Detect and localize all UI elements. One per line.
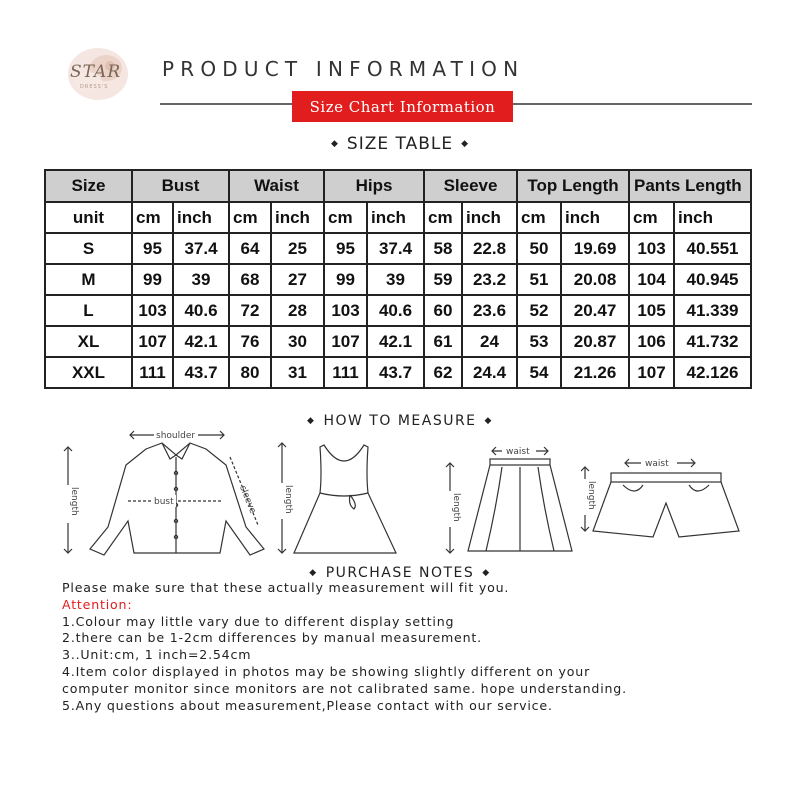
shirt-diagram-icon — [50, 425, 290, 560]
value-cell: 107 — [132, 326, 173, 357]
size-cell: M — [45, 264, 132, 295]
value-cell: 95 — [132, 233, 173, 264]
value-cell: 80 — [229, 357, 271, 388]
diamond-bullet-icon: ◆ — [461, 139, 469, 149]
note-item: 4.Item color displayed in photos may be showing slightly different on your — [62, 663, 591, 679]
value-cell: 25 — [271, 233, 324, 264]
attention-label: Attention: — [62, 596, 133, 612]
bust-label: bust — [154, 497, 174, 507]
diamond-bullet-icon: ◆ — [484, 416, 493, 426]
shorts-diagram-icon — [575, 455, 765, 545]
value-cell: 95 — [324, 233, 367, 264]
value-cell: 24 — [462, 326, 517, 357]
table-row — [45, 295, 751, 326]
column-header: Hips — [324, 170, 424, 202]
value-cell: 40.945 — [674, 264, 751, 295]
value-cell: 111 — [132, 357, 173, 388]
unit-cell: cm — [132, 202, 173, 233]
size-cell: S — [45, 233, 132, 264]
unit-cell: inch — [271, 202, 324, 233]
logo-subtext: DRESS'S — [80, 84, 109, 90]
value-cell: 39 — [367, 264, 424, 295]
note-item: 5.Any questions about measurement,Please contact with our service. — [62, 697, 553, 713]
value-cell: 76 — [229, 326, 271, 357]
unit-cell: cm — [229, 202, 271, 233]
page-title: PRODUCT INFORMATION — [162, 57, 525, 81]
value-cell: 42.126 — [674, 357, 751, 388]
length-label: length — [451, 493, 461, 522]
purchase-notes — [62, 580, 782, 714]
notes-intro: Please make sure that these actually measurement will fit you. — [62, 580, 510, 595]
unit-cell: inch — [173, 202, 229, 233]
unit-cell: inch — [674, 202, 751, 233]
size-table — [44, 169, 752, 389]
note-item: 2.there can be 1-2cm differences by manual measurement. — [62, 630, 482, 646]
value-cell: 104 — [629, 264, 674, 295]
brand-logo — [52, 44, 130, 106]
value-cell: 41.339 — [674, 295, 751, 326]
note-item: computer monitor since monitors are not calibrated same. hope understanding. — [62, 680, 627, 696]
table-row — [45, 326, 751, 357]
size-cell: XL — [45, 326, 132, 357]
unit-cell: cm — [629, 202, 674, 233]
value-cell: 40.6 — [173, 295, 229, 326]
note-item: 1.Colour may little vary due to different display setting — [62, 613, 455, 629]
length-label: length — [69, 487, 79, 516]
value-cell: 40.6 — [367, 295, 424, 326]
unit-label: unit — [45, 202, 132, 233]
value-cell: 19.69 — [561, 233, 629, 264]
size-chart-banner: Size Chart Information — [292, 91, 513, 122]
value-cell: 24.4 — [462, 357, 517, 388]
size-table-heading-text: SIZE TABLE — [346, 134, 454, 154]
value-cell: 106 — [629, 326, 674, 357]
value-cell: 27 — [271, 264, 324, 295]
value-cell: 30 — [271, 326, 324, 357]
value-cell: 107 — [629, 357, 674, 388]
value-cell: 107 — [324, 326, 367, 357]
table-row — [45, 233, 751, 264]
value-cell: 42.1 — [367, 326, 424, 357]
shoulder-label: shoulder — [156, 431, 196, 441]
value-cell: 99 — [132, 264, 173, 295]
purchase-notes-heading — [0, 565, 800, 581]
value-cell: 20.47 — [561, 295, 629, 326]
purchase-notes-heading-text: PURCHASE NOTES — [325, 565, 475, 581]
size-table-heading — [0, 134, 800, 154]
value-cell: 23.6 — [462, 295, 517, 326]
column-header: Pants Length — [629, 170, 751, 202]
value-cell: 64 — [229, 233, 271, 264]
value-cell: 99 — [324, 264, 367, 295]
size-cell: L — [45, 295, 132, 326]
unit-cell: inch — [367, 202, 424, 233]
value-cell: 54 — [517, 357, 561, 388]
value-cell: 53 — [517, 326, 561, 357]
value-cell: 20.87 — [561, 326, 629, 357]
value-cell: 41.732 — [674, 326, 751, 357]
unit-cell: cm — [424, 202, 462, 233]
value-cell: 31 — [271, 357, 324, 388]
table-row — [45, 264, 751, 295]
table-header-row — [45, 170, 751, 202]
value-cell: 43.7 — [367, 357, 424, 388]
value-cell: 60 — [424, 295, 462, 326]
diamond-bullet-icon: ◆ — [330, 139, 339, 149]
value-cell: 50 — [517, 233, 561, 264]
value-cell: 105 — [629, 295, 674, 326]
unit-cell: cm — [324, 202, 367, 233]
length-label: length — [283, 485, 293, 514]
value-cell: 58 — [424, 233, 462, 264]
value-cell: 59 — [424, 264, 462, 295]
value-cell: 40.551 — [674, 233, 751, 264]
diamond-bullet-icon: ◆ — [307, 416, 316, 426]
column-header: Bust — [132, 170, 229, 202]
unit-cell: cm — [517, 202, 561, 233]
unit-cell: inch — [561, 202, 629, 233]
value-cell: 20.08 — [561, 264, 629, 295]
column-header: Top Length — [517, 170, 629, 202]
value-cell: 22.8 — [462, 233, 517, 264]
value-cell: 51 — [517, 264, 561, 295]
value-cell: 61 — [424, 326, 462, 357]
value-cell: 103 — [324, 295, 367, 326]
dress-diagram-icon — [272, 435, 412, 560]
skirt-diagram-icon — [440, 443, 580, 558]
value-cell: 23.2 — [462, 264, 517, 295]
value-cell: 37.4 — [173, 233, 229, 264]
waist-label: waist — [645, 459, 669, 469]
length-label: length — [586, 481, 596, 510]
value-cell: 42.1 — [173, 326, 229, 357]
table-row — [45, 357, 751, 388]
value-cell: 21.26 — [561, 357, 629, 388]
waist-label: waist — [506, 447, 530, 457]
value-cell: 52 — [517, 295, 561, 326]
sleeve-label: sleeve — [237, 484, 258, 516]
diamond-bullet-icon: ◆ — [482, 568, 491, 578]
value-cell: 103 — [132, 295, 173, 326]
value-cell: 111 — [324, 357, 367, 388]
size-cell: XXL — [45, 357, 132, 388]
value-cell: 72 — [229, 295, 271, 326]
value-cell: 43.7 — [173, 357, 229, 388]
unit-cell: inch — [462, 202, 517, 233]
column-header: Size — [45, 170, 132, 202]
column-header: Waist — [229, 170, 324, 202]
value-cell: 28 — [271, 295, 324, 326]
measurement-diagrams — [40, 425, 770, 565]
value-cell: 62 — [424, 357, 462, 388]
diamond-bullet-icon: ◆ — [309, 568, 318, 578]
logo-text: STAR — [70, 62, 122, 82]
note-item: 3..Unit:cm, 1 inch=2.54cm — [62, 647, 252, 663]
value-cell: 37.4 — [367, 233, 424, 264]
how-to-measure-heading-text: HOW TO MEASURE — [323, 413, 477, 429]
value-cell: 39 — [173, 264, 229, 295]
unit-row — [45, 202, 751, 233]
column-header: Sleeve — [424, 170, 517, 202]
value-cell: 103 — [629, 233, 674, 264]
value-cell: 68 — [229, 264, 271, 295]
